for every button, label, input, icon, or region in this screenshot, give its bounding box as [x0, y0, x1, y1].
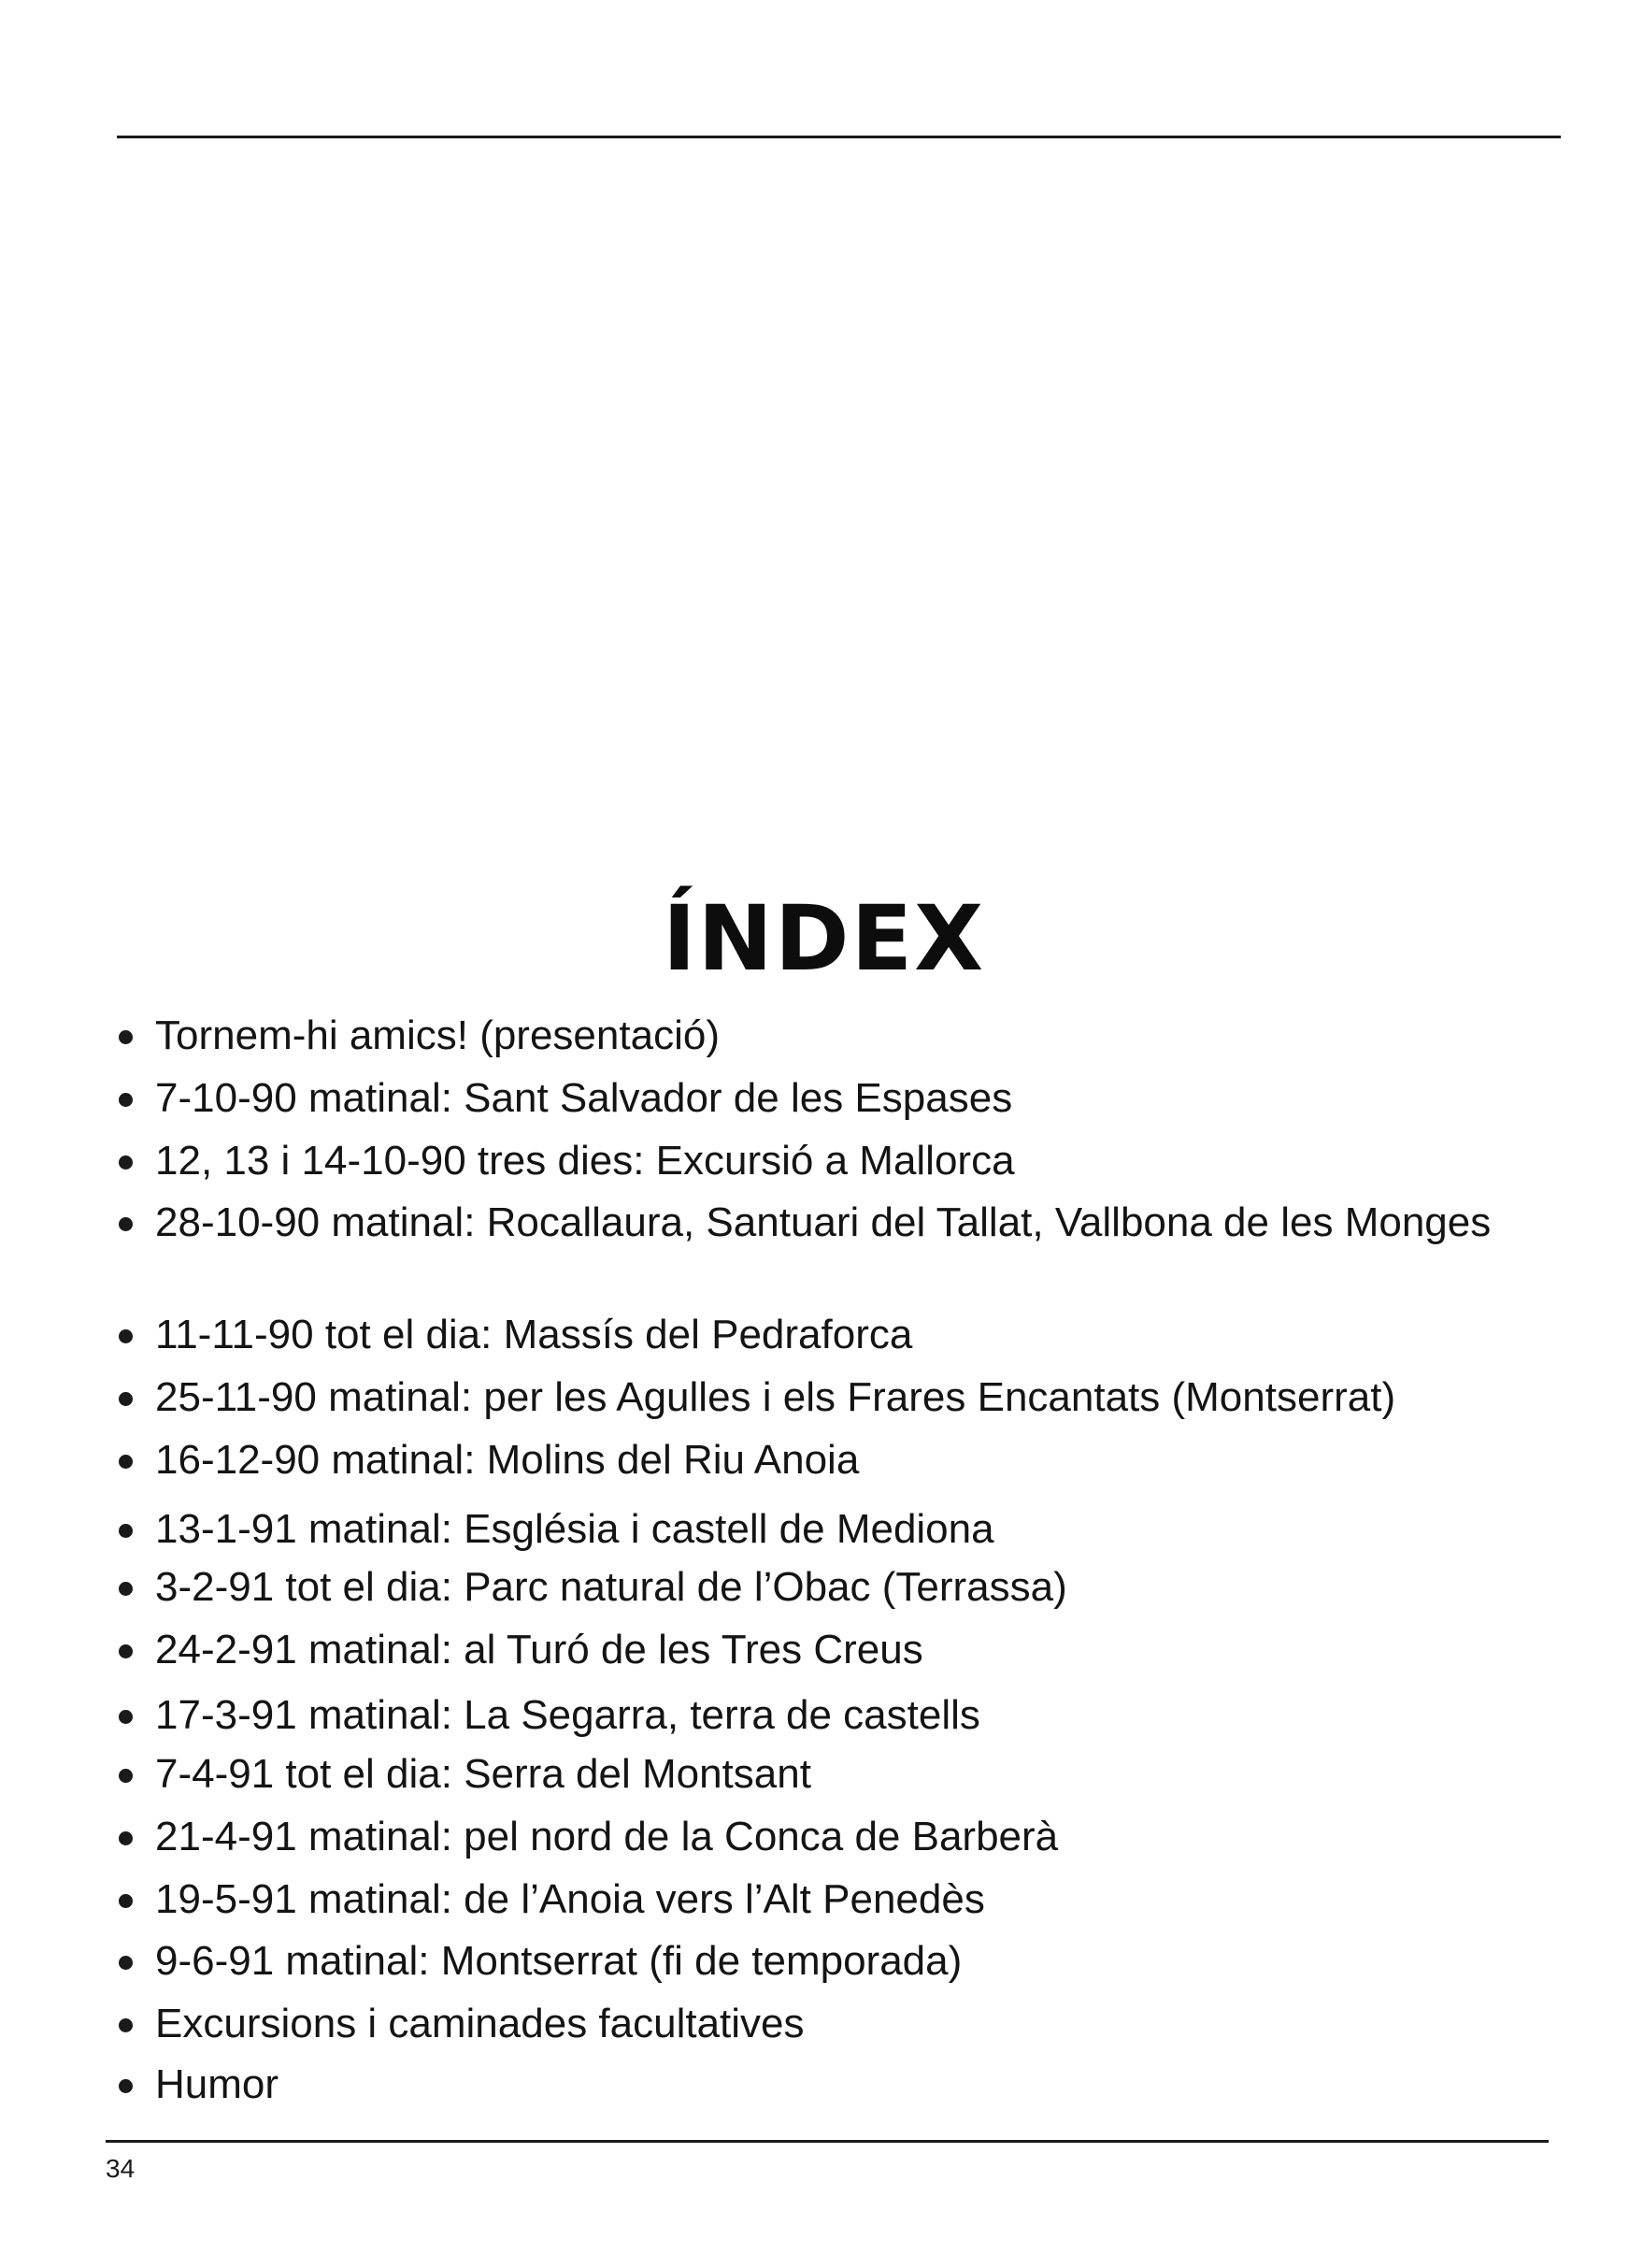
bullet-icon	[119, 1894, 133, 1908]
index-item-text: 3-2-91 tot el dia: Parc natural de l’Obac (Terrassa)	[155, 1564, 1067, 1610]
index-item-text: 11-11-90 tot el dia: Massís del Pedraforca	[155, 1312, 913, 1357]
bullet-icon	[119, 1093, 133, 1107]
index-item-text: Humor	[155, 2061, 279, 2107]
index-item-text: 25-11-90 matinal: per les Agulles i els Frares Encantats (Montserrat)	[155, 1374, 1396, 1420]
bullet-icon	[119, 1710, 133, 1724]
index-item-text: 21-4-91 matinal: pel nord de la Conca de Barberà	[155, 1814, 1059, 1859]
index-item-text: Excursions i caminades facultatives	[155, 2001, 805, 2046]
index-item-text: 13-1-91 matinal: Església i castell de Mediona	[155, 1506, 994, 1552]
bullet-icon	[119, 1156, 133, 1170]
bullet-icon	[119, 1217, 133, 1231]
bullet-icon	[119, 1831, 133, 1845]
index-item-text: 16-12-90 matinal: Molins del Riu Anoia	[155, 1437, 860, 1483]
bullet-icon	[119, 1769, 133, 1783]
bullet-icon	[119, 1644, 133, 1658]
index-item-text: 9-6-91 matinal: Montserrat (fi de temporada)	[155, 1938, 963, 1984]
bottom-rule	[106, 2140, 1549, 2143]
bullet-icon	[119, 2018, 133, 2032]
page-title: ÍNDEX	[662, 886, 986, 992]
page-number: 34	[106, 2154, 136, 2183]
bullet-icon	[119, 1582, 133, 1596]
bullet-icon	[119, 1030, 133, 1044]
index-item-text: 17-3-91 matinal: La Segarra, terra de castells	[155, 1692, 980, 1738]
top-rule	[117, 136, 1561, 138]
index-item-text: 7-10-90 matinal: Sant Salvador de les Espases	[155, 1075, 1013, 1121]
index-item-text: 24-2-91 matinal: al Turó de les Tres Creus	[155, 1627, 923, 1672]
index-item-text: Tornem-hi amics! (presentació)	[155, 1012, 720, 1058]
bullet-icon	[119, 2079, 133, 2093]
index-item-text: 19-5-91 matinal: de l’Anoia vers l’Alt Penedès	[155, 1876, 985, 1922]
index-item-text: 28-10-90 matinal: Rocallaura, Santuari del Tallat, Vallbona de les Monges	[155, 1199, 1492, 1245]
index-item-text: 7-4-91 tot el dia: Serra del Montsant	[155, 1751, 811, 1797]
bullet-icon	[119, 1956, 133, 1970]
bullet-icon	[119, 1524, 133, 1538]
bullet-icon	[119, 1329, 133, 1343]
bullet-icon	[119, 1455, 133, 1469]
bullet-icon	[119, 1392, 133, 1406]
index-item-text: 12, 13 i 14-10-90 tres dies: Excursió a Mallorca	[155, 1138, 1015, 1184]
